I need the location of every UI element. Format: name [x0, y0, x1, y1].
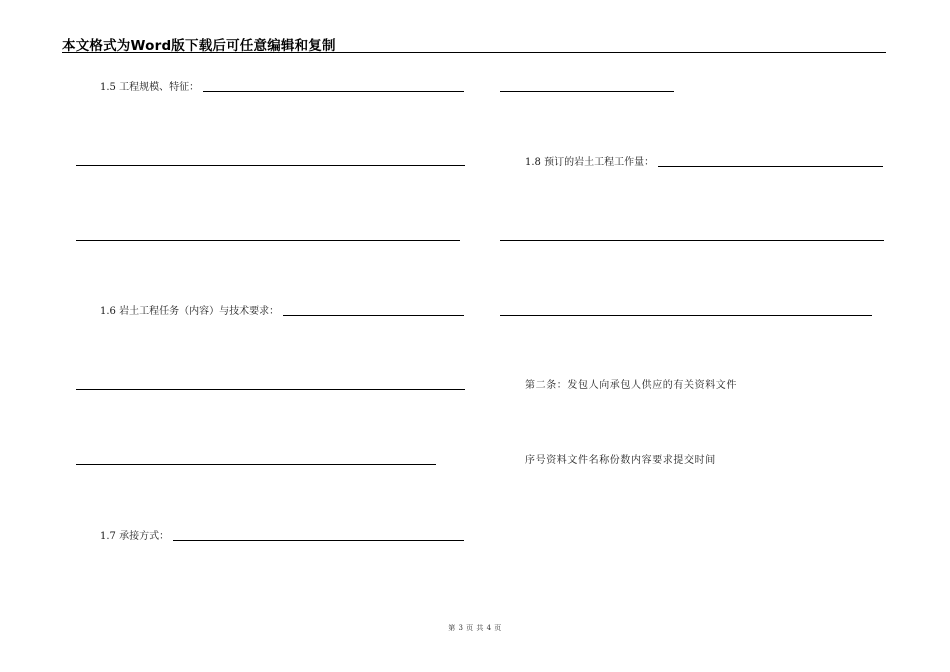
documents-table-header: 序号资料文件名称份数内容要求提交时间	[525, 455, 716, 466]
field-project-scale-label: 1.5 工程规模、特征：	[100, 82, 200, 93]
field-workload-label: 1.8 预订的岩土工程工作量：	[525, 157, 655, 168]
page-number: 第 3 页 共 4 页	[448, 624, 502, 632]
blank-line	[500, 240, 884, 241]
blank-line	[500, 91, 674, 92]
field-project-scale-blank	[203, 91, 464, 92]
article-2-heading: 第二条：发包人向承包人供应的有关资料文件	[525, 380, 737, 391]
field-task-requirements-label: 1.6 岩土工程任务（内容）与技术要求：	[100, 306, 280, 317]
field-task-requirements	[100, 302, 464, 318]
blank-line	[76, 165, 465, 166]
blank-line	[76, 240, 460, 241]
field-workload	[525, 153, 883, 169]
blank-line	[76, 389, 465, 390]
blank-line	[500, 315, 872, 316]
blank-line	[76, 464, 436, 465]
field-contract-method-blank	[173, 540, 464, 541]
document-header-title: 本文格式为Word版下载后可任意编辑和复制	[62, 38, 336, 54]
field-contract-method-label: 1.7 承接方式：	[100, 531, 170, 542]
header-divider	[62, 52, 886, 53]
field-project-scale	[100, 78, 464, 94]
field-contract-method	[100, 527, 464, 543]
field-workload-blank	[658, 166, 883, 167]
field-task-requirements-blank	[283, 315, 464, 316]
